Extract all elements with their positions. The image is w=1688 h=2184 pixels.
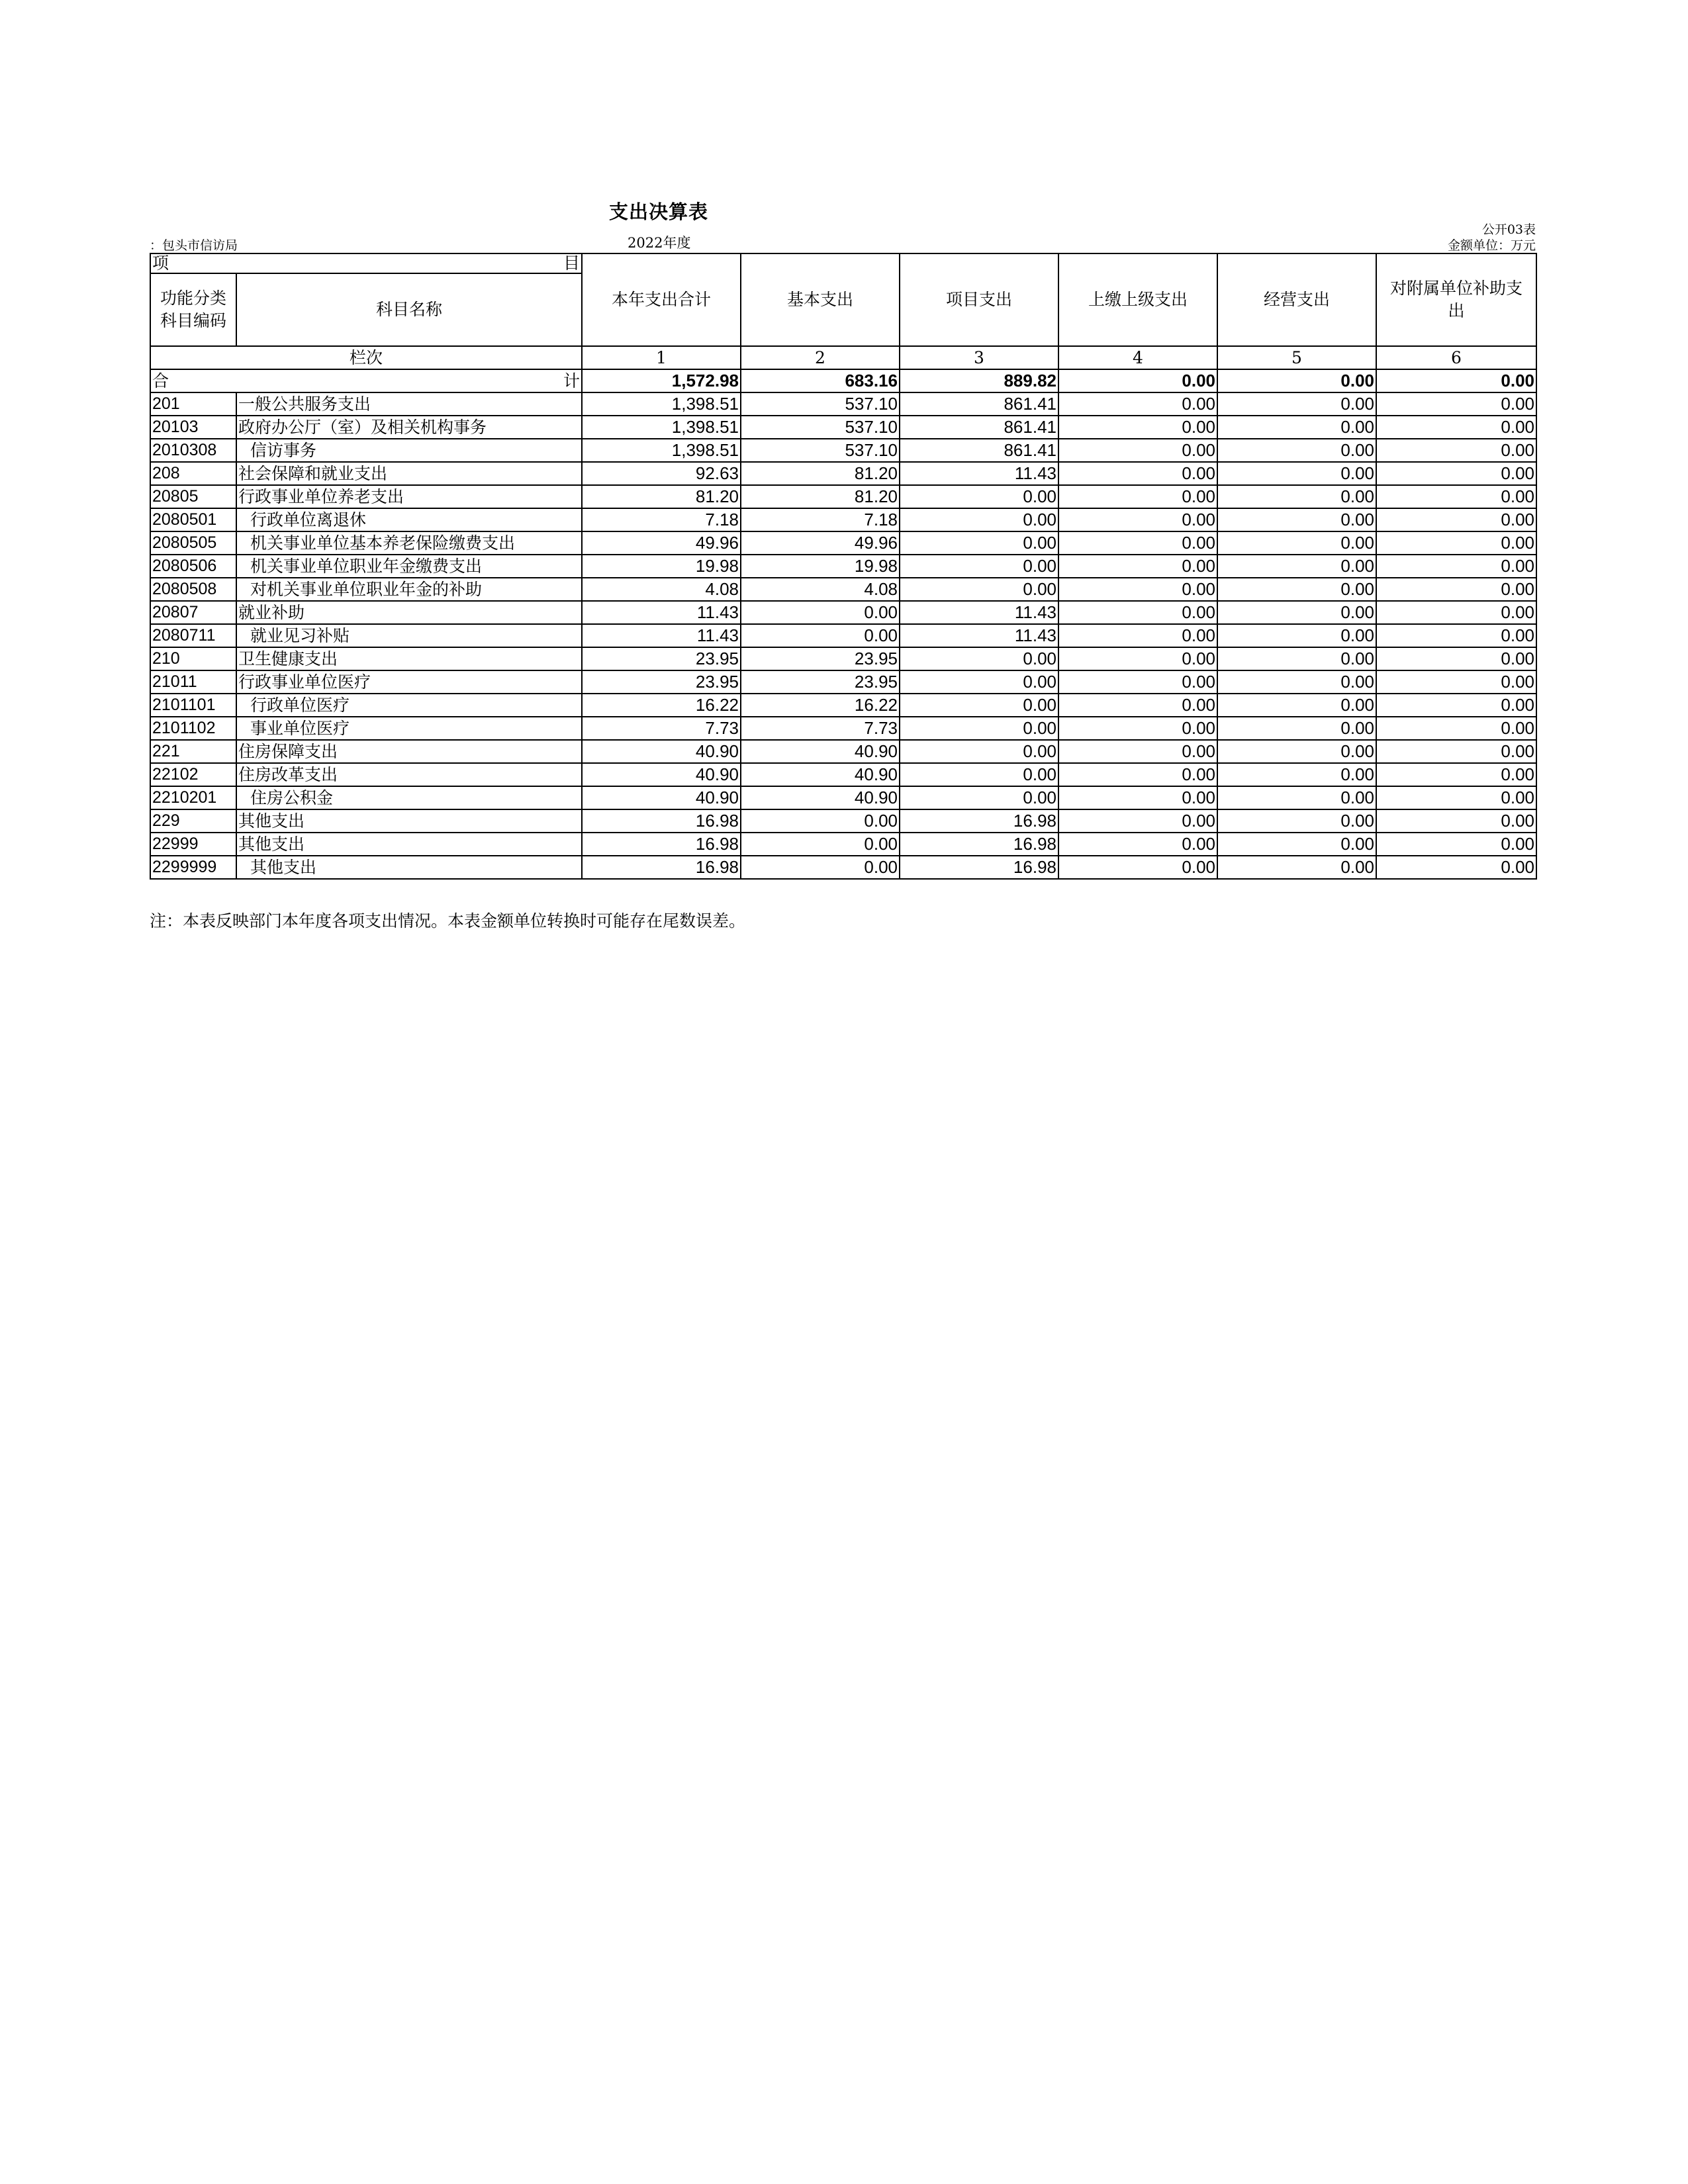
amount-cell: 4.08 bbox=[582, 578, 741, 601]
amount-cell: 0.00 bbox=[1217, 763, 1376, 786]
total-value: 0.00 bbox=[1217, 369, 1376, 392]
subject-name-cell: 一般公共服务支出 bbox=[236, 392, 582, 416]
col-number: 4 bbox=[1058, 346, 1217, 369]
func-code-cell: 20805 bbox=[150, 485, 236, 508]
func-code-cell: 221 bbox=[150, 740, 236, 763]
amount-cell: 0.00 bbox=[1217, 740, 1376, 763]
subject-name-cell: 住房改革支出 bbox=[236, 763, 582, 786]
subject-name-cell: 就业见习补贴 bbox=[236, 624, 582, 647]
amount-cell: 0.00 bbox=[1058, 670, 1217, 694]
func-code-cell: 22999 bbox=[150, 833, 236, 856]
amount-cell: 0.00 bbox=[1376, 392, 1536, 416]
amount-cell: 0.00 bbox=[1058, 763, 1217, 786]
amount-cell: 0.00 bbox=[1376, 809, 1536, 833]
total-value: 889.82 bbox=[900, 369, 1058, 392]
table-row bbox=[150, 555, 1536, 578]
amount-cell: 23.95 bbox=[741, 647, 900, 670]
subject-name-cell: 政府办公厅（室）及相关机构事务 bbox=[236, 416, 582, 439]
subject-name-header: 科目名称 bbox=[236, 273, 582, 346]
amount-cell: 861.41 bbox=[900, 416, 1058, 439]
amount-cell: 0.00 bbox=[1058, 392, 1217, 416]
subject-name-cell: 其他支出 bbox=[236, 856, 582, 879]
amount-cell: 0.00 bbox=[1058, 740, 1217, 763]
amount-cell: 16.98 bbox=[900, 809, 1058, 833]
total-value: 0.00 bbox=[1376, 369, 1536, 392]
amount-cell: 0.00 bbox=[1217, 809, 1376, 833]
total-label-cell bbox=[150, 369, 582, 392]
amount-cell: 0.00 bbox=[1217, 624, 1376, 647]
amount-cell: 0.00 bbox=[1376, 439, 1536, 462]
amount-cell: 92.63 bbox=[582, 462, 741, 485]
amount-cell: 0.00 bbox=[1376, 462, 1536, 485]
amount-cell: 7.73 bbox=[741, 717, 900, 740]
amount-cell: 537.10 bbox=[741, 439, 900, 462]
amount-cell: 0.00 bbox=[1058, 856, 1217, 879]
col-number: 6 bbox=[1376, 346, 1536, 369]
func-code-cell: 2080711 bbox=[150, 624, 236, 647]
amount-cell: 0.00 bbox=[1217, 833, 1376, 856]
func-code-cell: 2101101 bbox=[150, 694, 236, 717]
func-code-cell: 2080501 bbox=[150, 508, 236, 531]
amount-cell: 0.00 bbox=[1376, 624, 1536, 647]
amount-cell: 0.00 bbox=[1217, 647, 1376, 670]
func-code-cell: 2101102 bbox=[150, 717, 236, 740]
col-number: 2 bbox=[741, 346, 900, 369]
amount-cell: 16.98 bbox=[582, 833, 741, 856]
amount-cell: 40.90 bbox=[582, 786, 741, 809]
subject-name-cell: 行政单位离退休 bbox=[236, 508, 582, 531]
amount-cell: 0.00 bbox=[741, 809, 900, 833]
amount-cell: 0.00 bbox=[1217, 439, 1376, 462]
amount-cell: 0.00 bbox=[1376, 740, 1536, 763]
header-row-item bbox=[150, 253, 1536, 273]
table-row bbox=[150, 624, 1536, 647]
amount-cell: 0.00 bbox=[900, 485, 1058, 508]
amount-cell: 0.00 bbox=[1058, 555, 1217, 578]
amount-cell: 0.00 bbox=[1058, 601, 1217, 624]
amount-cell: 537.10 bbox=[741, 392, 900, 416]
amount-cell: 1,398.51 bbox=[582, 392, 741, 416]
amount-cell: 0.00 bbox=[1376, 717, 1536, 740]
func-code-cell: 2080505 bbox=[150, 531, 236, 555]
amount-cell: 7.18 bbox=[741, 508, 900, 531]
amount-cell: 16.98 bbox=[900, 856, 1058, 879]
table-note: 注：本表反映部门本年度各项支出情况。本表金额单位转换时可能存在尾数误差。 bbox=[150, 911, 746, 931]
amount-unit: 金额单位：万元 bbox=[1447, 238, 1536, 253]
amount-cell: 0.00 bbox=[741, 601, 900, 624]
subject-name-cell: 对机关事业单位职业年金的补助 bbox=[236, 578, 582, 601]
table-row bbox=[150, 763, 1536, 786]
amount-cell: 0.00 bbox=[1058, 485, 1217, 508]
lanci-row bbox=[150, 346, 1536, 369]
amount-cell: 0.00 bbox=[900, 670, 1058, 694]
organization-name: ：包头市信访局 bbox=[150, 238, 238, 253]
table-row bbox=[150, 809, 1536, 833]
total-value: 1,572.98 bbox=[582, 369, 741, 392]
amount-cell: 0.00 bbox=[1376, 833, 1536, 856]
amount-cell: 0.00 bbox=[900, 508, 1058, 531]
item-header-right: 目 bbox=[563, 253, 580, 273]
amount-cell: 23.95 bbox=[582, 670, 741, 694]
amount-cell: 0.00 bbox=[900, 786, 1058, 809]
amount-cell: 0.00 bbox=[1058, 647, 1217, 670]
table-row bbox=[150, 786, 1536, 809]
amount-cell: 0.00 bbox=[1217, 555, 1376, 578]
amount-cell: 0.00 bbox=[1376, 786, 1536, 809]
total-value: 683.16 bbox=[741, 369, 900, 392]
amount-cell: 0.00 bbox=[1376, 508, 1536, 531]
subject-name-cell: 行政事业单位养老支出 bbox=[236, 485, 582, 508]
col-header-business: 经营支出 bbox=[1217, 253, 1376, 346]
amount-cell: 0.00 bbox=[900, 578, 1058, 601]
func-code-cell: 22102 bbox=[150, 763, 236, 786]
amount-cell: 0.00 bbox=[1376, 485, 1536, 508]
total-row bbox=[150, 369, 1536, 392]
col-number: 3 bbox=[900, 346, 1058, 369]
amount-cell: 49.96 bbox=[741, 531, 900, 555]
func-code-cell: 2010308 bbox=[150, 439, 236, 462]
amount-cell: 0.00 bbox=[1058, 786, 1217, 809]
amount-cell: 16.98 bbox=[900, 833, 1058, 856]
table-row bbox=[150, 717, 1536, 740]
amount-cell: 0.00 bbox=[1058, 694, 1217, 717]
amount-cell: 0.00 bbox=[900, 717, 1058, 740]
col-number: 5 bbox=[1217, 346, 1376, 369]
amount-cell: 0.00 bbox=[1058, 833, 1217, 856]
amount-cell: 0.00 bbox=[741, 624, 900, 647]
amount-cell: 861.41 bbox=[900, 439, 1058, 462]
amount-cell: 81.20 bbox=[741, 485, 900, 508]
amount-cell: 0.00 bbox=[1376, 601, 1536, 624]
table-row bbox=[150, 531, 1536, 555]
amount-cell: 16.22 bbox=[741, 694, 900, 717]
subject-name-cell: 行政单位医疗 bbox=[236, 694, 582, 717]
amount-cell: 0.00 bbox=[1217, 578, 1376, 601]
func-code-cell: 21011 bbox=[150, 670, 236, 694]
amount-cell: 537.10 bbox=[741, 416, 900, 439]
amount-cell: 0.00 bbox=[1217, 856, 1376, 879]
col-header-subsidy: 对附属单位补助支出 bbox=[1376, 253, 1536, 346]
amount-cell: 11.43 bbox=[900, 624, 1058, 647]
amount-cell: 861.41 bbox=[900, 392, 1058, 416]
amount-cell: 0.00 bbox=[741, 856, 900, 879]
table-row bbox=[150, 833, 1536, 856]
amount-cell: 0.00 bbox=[900, 694, 1058, 717]
total-label-right: 计 bbox=[563, 371, 580, 390]
table-row bbox=[150, 485, 1536, 508]
subject-name-cell: 其他支出 bbox=[236, 833, 582, 856]
amount-cell: 0.00 bbox=[1376, 694, 1536, 717]
func-code-cell: 2080506 bbox=[150, 555, 236, 578]
func-code-cell: 210 bbox=[150, 647, 236, 670]
subject-name-cell: 卫生健康支出 bbox=[236, 647, 582, 670]
table-row bbox=[150, 462, 1536, 485]
amount-cell: 0.00 bbox=[1376, 647, 1536, 670]
amount-cell: 0.00 bbox=[900, 531, 1058, 555]
amount-cell: 0.00 bbox=[1217, 462, 1376, 485]
amount-cell: 0.00 bbox=[900, 555, 1058, 578]
amount-cell: 11.43 bbox=[900, 601, 1058, 624]
table-row bbox=[150, 439, 1536, 462]
table-row bbox=[150, 647, 1536, 670]
subject-name-cell: 社会保障和就业支出 bbox=[236, 462, 582, 485]
amount-cell: 0.00 bbox=[1376, 856, 1536, 879]
item-header-cell bbox=[150, 253, 582, 273]
func-code-cell: 208 bbox=[150, 462, 236, 485]
table-row bbox=[150, 601, 1536, 624]
func-code-header: 功能分类科目编码 bbox=[150, 273, 236, 346]
amount-cell: 0.00 bbox=[1058, 416, 1217, 439]
amount-cell: 0.00 bbox=[1376, 555, 1536, 578]
amount-cell: 1,398.51 bbox=[582, 439, 741, 462]
amount-cell: 81.20 bbox=[582, 485, 741, 508]
table-row bbox=[150, 740, 1536, 763]
amount-cell: 0.00 bbox=[1376, 531, 1536, 555]
amount-cell: 19.98 bbox=[582, 555, 741, 578]
amount-cell: 0.00 bbox=[1058, 624, 1217, 647]
func-code-cell: 2080508 bbox=[150, 578, 236, 601]
amount-cell: 4.08 bbox=[741, 578, 900, 601]
table-row bbox=[150, 670, 1536, 694]
table-row bbox=[150, 508, 1536, 531]
table-row bbox=[150, 578, 1536, 601]
amount-cell: 49.96 bbox=[582, 531, 741, 555]
item-header-left: 项 bbox=[152, 253, 169, 273]
amount-cell: 0.00 bbox=[900, 740, 1058, 763]
amount-cell: 0.00 bbox=[1376, 416, 1536, 439]
amount-cell: 11.43 bbox=[900, 462, 1058, 485]
subject-name-cell: 机关事业单位职业年金缴费支出 bbox=[236, 555, 582, 578]
amount-cell: 0.00 bbox=[1058, 508, 1217, 531]
amount-cell: 0.00 bbox=[1058, 717, 1217, 740]
amount-cell: 40.90 bbox=[741, 786, 900, 809]
amount-cell: 0.00 bbox=[1217, 531, 1376, 555]
expenditure-table bbox=[150, 253, 1537, 880]
form-code: 公开03表 bbox=[1481, 222, 1536, 237]
amount-cell: 0.00 bbox=[1217, 508, 1376, 531]
table-row bbox=[150, 856, 1536, 879]
col-header-total: 本年支出合计 bbox=[582, 253, 741, 346]
amount-cell: 0.00 bbox=[1217, 416, 1376, 439]
amount-cell: 40.90 bbox=[582, 740, 741, 763]
amount-cell: 7.18 bbox=[582, 508, 741, 531]
amount-cell: 23.95 bbox=[582, 647, 741, 670]
col-header-project: 项目支出 bbox=[900, 253, 1058, 346]
amount-cell: 81.20 bbox=[741, 462, 900, 485]
table-row bbox=[150, 416, 1536, 439]
amount-cell: 40.90 bbox=[741, 740, 900, 763]
amount-cell: 0.00 bbox=[1217, 670, 1376, 694]
amount-cell: 0.00 bbox=[1217, 601, 1376, 624]
amount-cell: 0.00 bbox=[1376, 578, 1536, 601]
amount-cell: 23.95 bbox=[741, 670, 900, 694]
total-label-left: 合 bbox=[152, 371, 169, 390]
func-code-cell: 201 bbox=[150, 392, 236, 416]
amount-cell: 40.90 bbox=[741, 763, 900, 786]
subject-name-cell: 事业单位医疗 bbox=[236, 717, 582, 740]
amount-cell: 0.00 bbox=[1058, 439, 1217, 462]
col-header-basic: 基本支出 bbox=[741, 253, 900, 346]
page-title: 支出决算表 bbox=[609, 201, 709, 223]
amount-cell: 0.00 bbox=[900, 647, 1058, 670]
subject-name-cell: 行政事业单位医疗 bbox=[236, 670, 582, 694]
col-number: 1 bbox=[582, 346, 741, 369]
amount-cell: 16.98 bbox=[582, 856, 741, 879]
amount-cell: 0.00 bbox=[1376, 670, 1536, 694]
amount-cell: 7.73 bbox=[582, 717, 741, 740]
subject-name-cell: 住房保障支出 bbox=[236, 740, 582, 763]
total-value: 0.00 bbox=[1058, 369, 1217, 392]
table-row bbox=[150, 694, 1536, 717]
amount-cell: 40.90 bbox=[582, 763, 741, 786]
fiscal-year: 2022年度 bbox=[628, 235, 691, 251]
amount-cell: 16.98 bbox=[582, 809, 741, 833]
amount-cell: 0.00 bbox=[1217, 392, 1376, 416]
amount-cell: 0.00 bbox=[1376, 763, 1536, 786]
amount-cell: 0.00 bbox=[900, 763, 1058, 786]
lanci-label: 栏次 bbox=[150, 346, 582, 369]
amount-cell: 16.22 bbox=[582, 694, 741, 717]
func-code-cell: 2299999 bbox=[150, 856, 236, 879]
amount-cell: 0.00 bbox=[1058, 531, 1217, 555]
amount-cell: 11.43 bbox=[582, 624, 741, 647]
subject-name-cell: 住房公积金 bbox=[236, 786, 582, 809]
amount-cell: 0.00 bbox=[741, 833, 900, 856]
func-code-cell: 20103 bbox=[150, 416, 236, 439]
col-header-upper: 上缴上级支出 bbox=[1058, 253, 1217, 346]
amount-cell: 19.98 bbox=[741, 555, 900, 578]
amount-cell: 0.00 bbox=[1058, 462, 1217, 485]
func-code-cell: 229 bbox=[150, 809, 236, 833]
func-code-cell: 2210201 bbox=[150, 786, 236, 809]
amount-cell: 0.00 bbox=[1217, 694, 1376, 717]
subject-name-cell: 其他支出 bbox=[236, 809, 582, 833]
amount-cell: 0.00 bbox=[1217, 485, 1376, 508]
amount-cell: 0.00 bbox=[1058, 809, 1217, 833]
subject-name-cell: 机关事业单位基本养老保险缴费支出 bbox=[236, 531, 582, 555]
table-row bbox=[150, 392, 1536, 416]
subject-name-cell: 信访事务 bbox=[236, 439, 582, 462]
subject-name-cell: 就业补助 bbox=[236, 601, 582, 624]
amount-cell: 1,398.51 bbox=[582, 416, 741, 439]
amount-cell: 0.00 bbox=[1217, 786, 1376, 809]
func-code-cell: 20807 bbox=[150, 601, 236, 624]
amount-cell: 0.00 bbox=[1217, 717, 1376, 740]
amount-cell: 11.43 bbox=[582, 601, 741, 624]
amount-cell: 0.00 bbox=[1058, 578, 1217, 601]
